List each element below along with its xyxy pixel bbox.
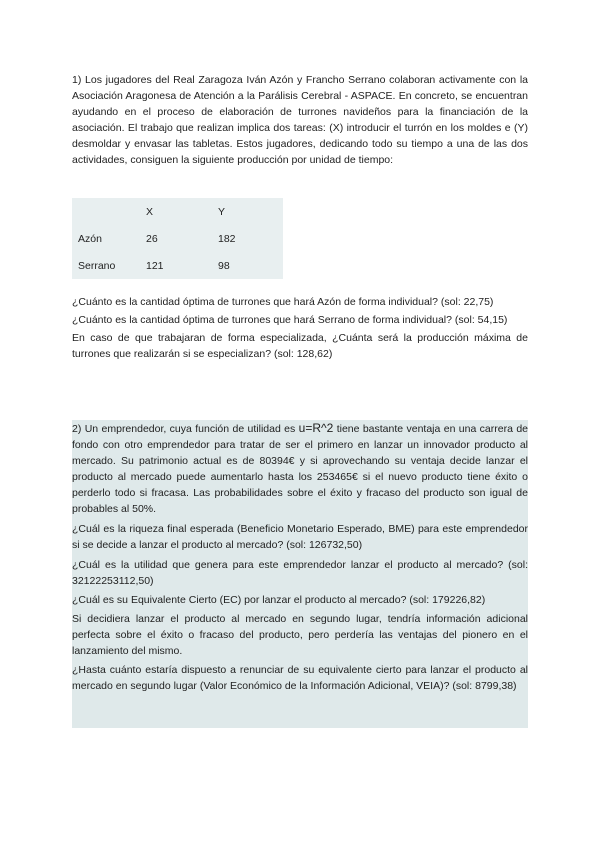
question-text: ¿Hasta cuánto estaría dispuesto a renunciar de su equivalente cierto para lanzar el producto al mercado en segundo lugar (Valor Económico de la Información Adicional, VEIA)? (sol: 8799,38)	[72, 664, 528, 692]
info-text: Si decidiera lanzar el producto al mercado en segundo lugar, tendría información adicional perfecta sobre el éxito o fracaso del producto, pero perdería las ventajas del pionero en el lanzamiento del mismo.	[72, 613, 528, 657]
question-text: ¿Cuánto es la cantidad óptima de turrones que hará Azón de forma individual? (sol: 22,75)	[72, 296, 494, 308]
utility-formula: u=R^2	[298, 421, 334, 435]
problem-2-section	[72, 420, 528, 728]
table-header-cell	[72, 198, 140, 225]
problem-1-intro	[72, 72, 528, 168]
problem-2-intro	[72, 420, 528, 517]
table-header-row	[72, 198, 283, 225]
question-text: ¿Cuál es la utilidad que genera para este emprendedor lanzar el producto al mercado? (sol: 32122253112,50)	[72, 559, 528, 587]
table-row	[72, 252, 283, 279]
question-text: ¿Cuál es su Equivalente Cierto (EC) por lanzar el producto al mercado? (sol: 179226,82)	[72, 594, 486, 606]
table-cell: Azón	[78, 232, 102, 245]
table-cell: 26	[146, 232, 158, 245]
problem-2-intro-start: 2) Un emprendedor, cuya función de utilidad es	[72, 423, 299, 435]
question-text: ¿Cuál es la riqueza final esperada (Beneficio Monetario Esperado, BME) para este emprendedor si se decide a lanzar el producto al mercado? (sol: 126732,50)	[72, 523, 528, 551]
question-text: En caso de que trabajaran de forma especializada, ¿Cuánta será la producción máxima de turrones que realizarán si se especializan? (sol: 128,62)	[72, 332, 528, 360]
problem-2-intro-end: tiene bastante ventaja en una carrera de fondo con otro emprendedor para tratar de ser el primero en lanzar un innovador producto al mercado. Su patrimonio actual es de 80394€ y si aprovechando su ventaja decide lanzar el producto al mercado puede aumentarlo hasta los 253465€ si el nuevo producto tiene éxito o perderlo todo si fracasa. Las probabilidades sobre el éxito y fracaso del producto son igual de probables al 50%.	[72, 423, 528, 515]
table-cell: Serrano	[78, 259, 116, 272]
problem-1-text: 1) Los jugadores del Real Zaragoza Iván Azón y Francho Serrano colaboran activamente con la Asociación Aragonesa de Atención a la Parálisis Cerebral - ASPACE. En concreto, se encuentran ayudando en el proceso de elaboración de turrones navideños para la financiación de la asociación. El trabajo que realizan implica dos tareas: (X) introducir el turrón en los moldes e (Y) desmoldar y envasar las tabletas. Estos jugadores, dedicando todo su tiempo a una de las dos actividades, consiguen la siguiente producción por unidad de tiempo:	[72, 74, 528, 166]
table-cell: 182	[218, 232, 236, 245]
table-cell: 121	[146, 259, 164, 272]
question-text: ¿Cuánto es la cantidad óptima de turrones que hará Serrano de forma individual? (sol: 54,15)	[72, 314, 508, 326]
production-table	[72, 198, 283, 279]
table-cell: 98	[218, 259, 230, 272]
table-header-cell: Y	[218, 205, 226, 218]
table-row	[72, 225, 283, 252]
problem-1-questions	[72, 294, 528, 364]
table-header-cell: X	[146, 205, 154, 218]
